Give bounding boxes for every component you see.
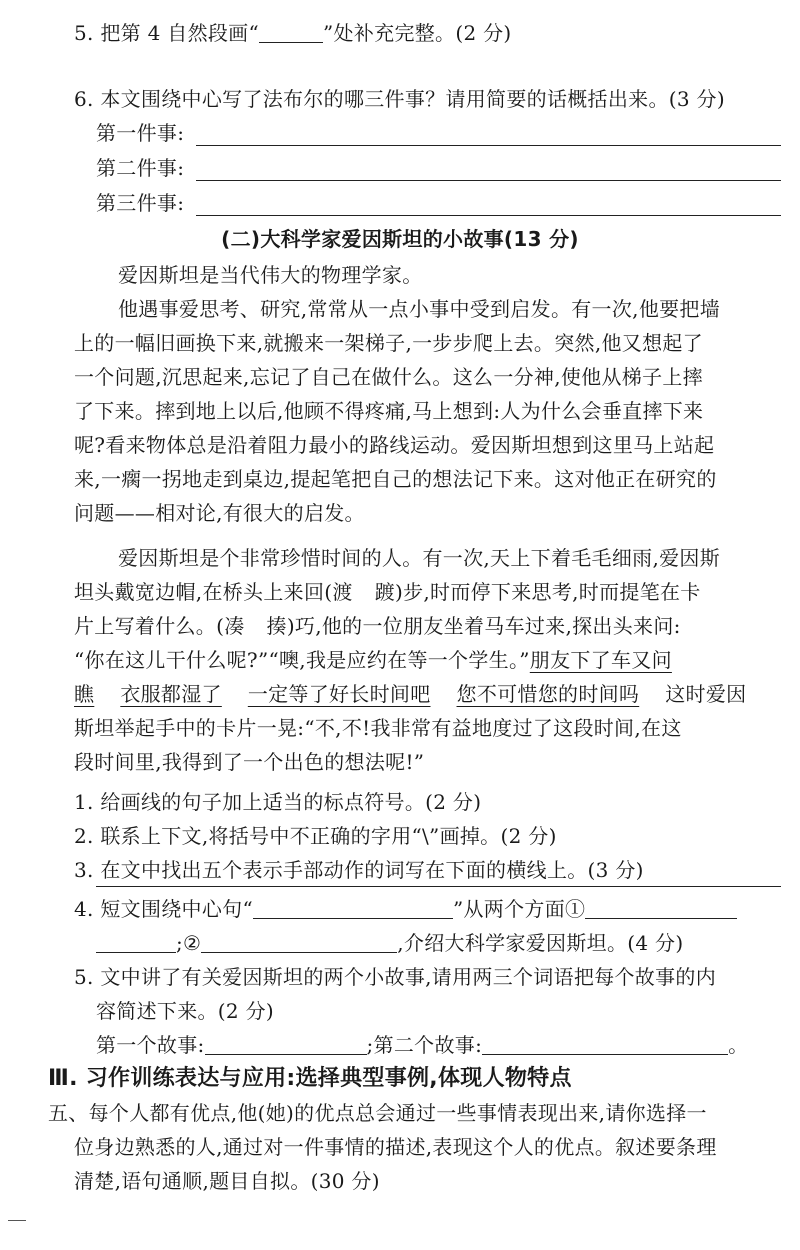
- underlined-sentence: [74, 682, 665, 706]
- composition-prompt: 位身边熟悉的人,通过对一件事情的描述,表现这个人的优点。叙述要条理: [74, 1135, 717, 1159]
- text-segment: ”从两个方面①: [452, 897, 586, 921]
- event2-label: 第二件事:: [96, 156, 185, 180]
- passage-line: 了下来。摔到地上以后,他顾不得疼痛,马上想到:人为什么会垂直摔下来: [74, 399, 704, 423]
- event2-answer-line[interactable]: [196, 179, 781, 181]
- aspect1-blank[interactable]: [585, 898, 737, 919]
- central-sentence-blank[interactable]: [253, 898, 453, 919]
- text-segment: 坦头戴宽边帽,在桥头上来回(渡: [74, 580, 353, 604]
- text-segment: 瞧: [74, 682, 95, 706]
- text-segment: 这时爱因: [665, 682, 747, 706]
- text-segment: 片上写着什么。(凑: [74, 614, 245, 638]
- passage-line: 一个问题,沉思起来,忘记了自己在做什么。这么一分神,使他从梯子上摔: [74, 365, 703, 389]
- question-b2: 2. 联系上下文,将括号中不正确的字用“\”画掉。(2 分): [74, 824, 557, 848]
- story1-label: 第一个故事:: [96, 1033, 205, 1057]
- passage-line: 段时间里,我得到了一个出色的想法呢!”: [74, 750, 425, 774]
- text-segment: 踱)步,时而停下来思考,时而提笔在卡: [374, 580, 701, 604]
- text-segment: 您不可惜您的时间吗: [456, 682, 640, 706]
- event3-answer-line[interactable]: [196, 214, 781, 216]
- story-answers: [96, 1032, 800, 1058]
- passage-line: [74, 579, 794, 605]
- event1-answer-line[interactable]: [196, 144, 781, 146]
- passage-line: 来,一瘸一拐地走到桌边,提起笔把自己的想法记下来。这对他正在研究的: [74, 467, 717, 491]
- underlined-sentence-line: [74, 681, 794, 707]
- story2-blank[interactable]: [482, 1034, 728, 1055]
- aspect2-blank[interactable]: [201, 932, 397, 953]
- page-edge-mark: [8, 1220, 26, 1221]
- section-heading: Ⅲ. 习作训练表达与应用:选择典型事例,体现人物特点: [48, 1066, 572, 1091]
- text-segment: “你在这儿干什么呢?”“噢,我是应约在等一个学生。”: [74, 648, 530, 672]
- question-b5-cont: 容简述下来。(2 分): [96, 999, 274, 1023]
- underlined-sentence: 朋友下了车又问: [529, 648, 672, 672]
- question-a5-text: 5. 把第 4 自然段画“: [74, 21, 260, 45]
- text-segment: 。: [728, 1033, 749, 1057]
- question-b3: 3. 在文中找出五个表示手部动作的词写在下面的横线上。(3 分): [74, 858, 644, 882]
- passage-line: 爱因斯坦是个非常珍惜时间的人。有一次,天上下着毛毛细雨,爱因斯: [118, 546, 721, 570]
- composition-prompt: 五、每个人都有优点,他(她)的优点总会通过一些事情表现出来,请你选择一: [48, 1101, 707, 1125]
- event3-label: 第三件事:: [96, 191, 185, 215]
- question-b5: 5. 文中讲了有关爱因斯坦的两个小故事,请用两三个词语把每个故事的内: [74, 965, 716, 989]
- answer-blank[interactable]: [259, 22, 323, 43]
- text-segment: 揍)巧,他的一位朋友坐着马车过来,探出头来问:: [266, 614, 681, 638]
- text-segment: ;②: [176, 931, 202, 955]
- passage-line: 他遇事爱思考、研究,常常从一点小事中受到启发。有一次,他要把墙: [118, 297, 721, 321]
- question-b4-cont: [96, 930, 800, 956]
- hand-action-answer-line[interactable]: [96, 885, 781, 887]
- composition-prompt: 清楚,语句通顺,题目自拟。(30 分): [74, 1169, 380, 1193]
- story2-label: ;第二个故事:: [366, 1033, 483, 1057]
- question-b1: 1. 给画线的句子加上适当的标点符号。(2 分): [74, 790, 482, 814]
- question-b4: [74, 896, 800, 922]
- question-a5-tail: ”处补充完整。(2 分): [323, 21, 512, 45]
- event1-label: 第一件事:: [96, 121, 185, 145]
- story1-blank[interactable]: [205, 1034, 367, 1055]
- text-segment: 4. 短文围绕中心句“: [74, 897, 253, 921]
- text-segment: 衣服都湿了: [120, 682, 222, 706]
- passage-p1: 爱因斯坦是当代伟大的物理学家。: [118, 263, 423, 287]
- question-a5: [74, 20, 800, 46]
- aspect1-blank-cont[interactable]: [96, 932, 176, 953]
- passage-line: 呢?看来物体总是沿着阻力最小的路线运动。爱因斯坦想到这里马上站起: [74, 433, 715, 457]
- text-segment: ,介绍大科学家爱因斯坦。(4 分): [397, 931, 684, 955]
- text-segment: 一定等了好长时间吧: [247, 682, 431, 706]
- passage-line: [74, 613, 794, 639]
- passage-line: 问题——相对论,有很大的启发。: [74, 501, 365, 525]
- question-a6: 6. 本文围绕中心写了法布尔的哪三件事？请用简要的话概括出来。(3 分): [74, 87, 725, 111]
- passage-line: [74, 647, 794, 673]
- passage-line: 上的一幅旧画换下来,就搬来一架梯子,一步步爬上去。突然,他又想起了: [74, 331, 703, 355]
- passage-title: (二)大科学家爱因斯坦的小故事(13 分): [221, 227, 579, 251]
- passage-line: 斯坦举起手中的卡片一晃:“不,不!我非常有益地度过了这段时间,在这: [74, 716, 682, 740]
